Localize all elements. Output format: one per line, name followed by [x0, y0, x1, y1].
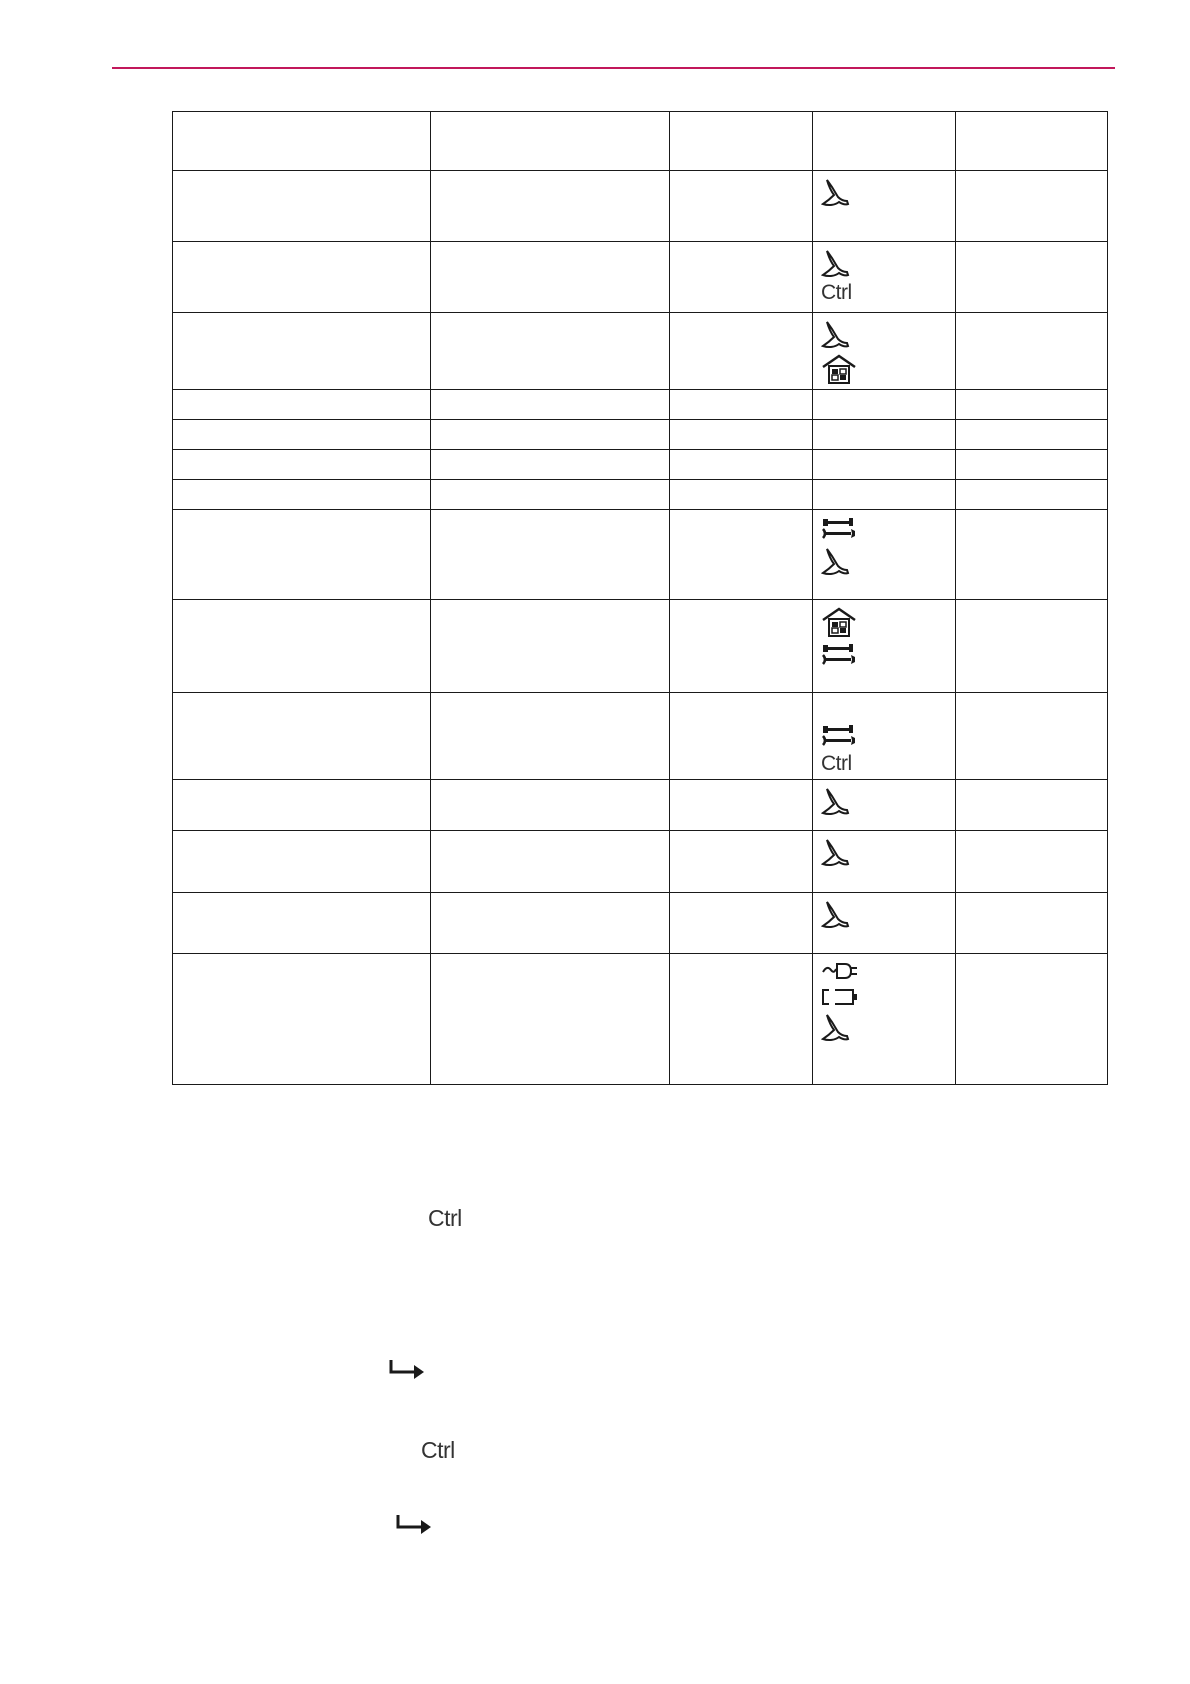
table-cell	[956, 780, 1108, 831]
table-cell	[431, 390, 670, 420]
table-row	[173, 390, 1108, 420]
table-cell	[813, 242, 956, 313]
ctrl-key-label: Ctrl	[428, 1205, 462, 1231]
table-row	[173, 831, 1108, 893]
handset-icon	[821, 177, 955, 207]
handset-icon	[821, 786, 955, 816]
table-cell	[173, 954, 431, 1085]
handset-icon	[821, 899, 955, 929]
table-cell	[431, 693, 670, 780]
table-cell	[173, 171, 431, 242]
table-cell	[956, 450, 1108, 480]
table-cell	[670, 112, 813, 171]
table-cell	[173, 693, 431, 780]
table-cell	[670, 780, 813, 831]
ctrl-key-label: Ctrl	[821, 752, 852, 775]
table-cell	[431, 420, 670, 450]
table-cell	[431, 171, 670, 242]
table-cell	[431, 313, 670, 390]
handset-icon	[821, 837, 955, 867]
table-cell	[956, 313, 1108, 390]
table-cell	[813, 780, 956, 831]
home-icon	[821, 606, 955, 638]
table-cell	[956, 480, 1108, 510]
table-row	[173, 450, 1108, 480]
table-cell	[813, 420, 956, 450]
table-cell	[173, 313, 431, 390]
table-cell	[173, 242, 431, 313]
table-cell	[956, 831, 1108, 893]
table-cell	[670, 600, 813, 693]
table-cell	[670, 390, 813, 420]
handset-icon	[821, 248, 955, 278]
table-cell	[173, 480, 431, 510]
table-cell	[670, 831, 813, 893]
table-row	[173, 954, 1108, 1085]
table-cell	[670, 510, 813, 600]
table-cell	[813, 831, 956, 893]
table-cell	[431, 450, 670, 480]
table-row	[173, 510, 1108, 600]
table-cell	[956, 112, 1108, 171]
table-cell	[813, 600, 956, 693]
table-cell	[431, 893, 670, 954]
table-cell	[431, 780, 670, 831]
table-row	[173, 420, 1108, 450]
table-cell	[670, 171, 813, 242]
table-cell	[670, 893, 813, 954]
table-cell	[670, 450, 813, 480]
table-cell	[431, 954, 670, 1085]
icon-table-wrapper	[172, 111, 1108, 1085]
table-cell	[670, 420, 813, 450]
table-cell	[670, 480, 813, 510]
tools-icon	[821, 723, 955, 749]
table-row	[173, 171, 1108, 242]
table-cell	[956, 420, 1108, 450]
table-cell	[431, 510, 670, 600]
ctrl-key-label: Ctrl	[821, 281, 852, 304]
table-cell	[813, 390, 956, 420]
table-cell	[670, 313, 813, 390]
tools-icon	[821, 516, 955, 542]
table-cell	[956, 893, 1108, 954]
home-icon	[821, 353, 955, 385]
ctrl-key-label: Ctrl	[421, 1437, 455, 1463]
handset-icon	[821, 546, 955, 576]
table-cell	[431, 600, 670, 693]
arrow-right-icon	[395, 1513, 435, 1542]
table-row	[173, 780, 1108, 831]
table-row	[173, 600, 1108, 693]
battery-icon	[821, 986, 955, 1008]
table-cell	[813, 693, 956, 780]
table-row	[173, 893, 1108, 954]
table-cell	[813, 893, 956, 954]
table-cell	[813, 112, 956, 171]
table-cell	[431, 480, 670, 510]
table-cell	[956, 390, 1108, 420]
table-cell	[956, 600, 1108, 693]
handset-icon	[821, 1012, 955, 1042]
table-cell	[173, 112, 431, 171]
table-cell	[431, 112, 670, 171]
tools-icon	[821, 642, 955, 668]
table-cell	[813, 313, 956, 390]
handset-icon	[821, 319, 955, 349]
table-row	[173, 313, 1108, 390]
header-rule	[112, 67, 1115, 69]
table-cell	[956, 693, 1108, 780]
table-cell	[956, 954, 1108, 1085]
table-cell	[173, 893, 431, 954]
table-row	[173, 693, 1108, 780]
table-cell	[956, 171, 1108, 242]
table-cell	[670, 693, 813, 780]
table-cell	[813, 171, 956, 242]
table-cell	[431, 242, 670, 313]
table-cell	[813, 954, 956, 1085]
arrow-right-icon	[388, 1358, 428, 1387]
table-cell	[173, 780, 431, 831]
power-plug-icon	[821, 960, 955, 982]
table-cell	[813, 510, 956, 600]
table-cell	[670, 954, 813, 1085]
table-cell	[813, 450, 956, 480]
table-cell	[173, 420, 431, 450]
table-cell	[813, 480, 956, 510]
table-cell	[173, 510, 431, 600]
table-row	[173, 112, 1108, 171]
table-cell	[173, 450, 431, 480]
table-cell	[173, 831, 431, 893]
icon-table	[172, 111, 1108, 1085]
table-cell	[956, 242, 1108, 313]
table-row	[173, 242, 1108, 313]
table-cell	[173, 600, 431, 693]
table-cell	[956, 510, 1108, 600]
table-row	[173, 480, 1108, 510]
table-cell	[173, 390, 431, 420]
table-cell	[431, 831, 670, 893]
table-cell	[670, 242, 813, 313]
